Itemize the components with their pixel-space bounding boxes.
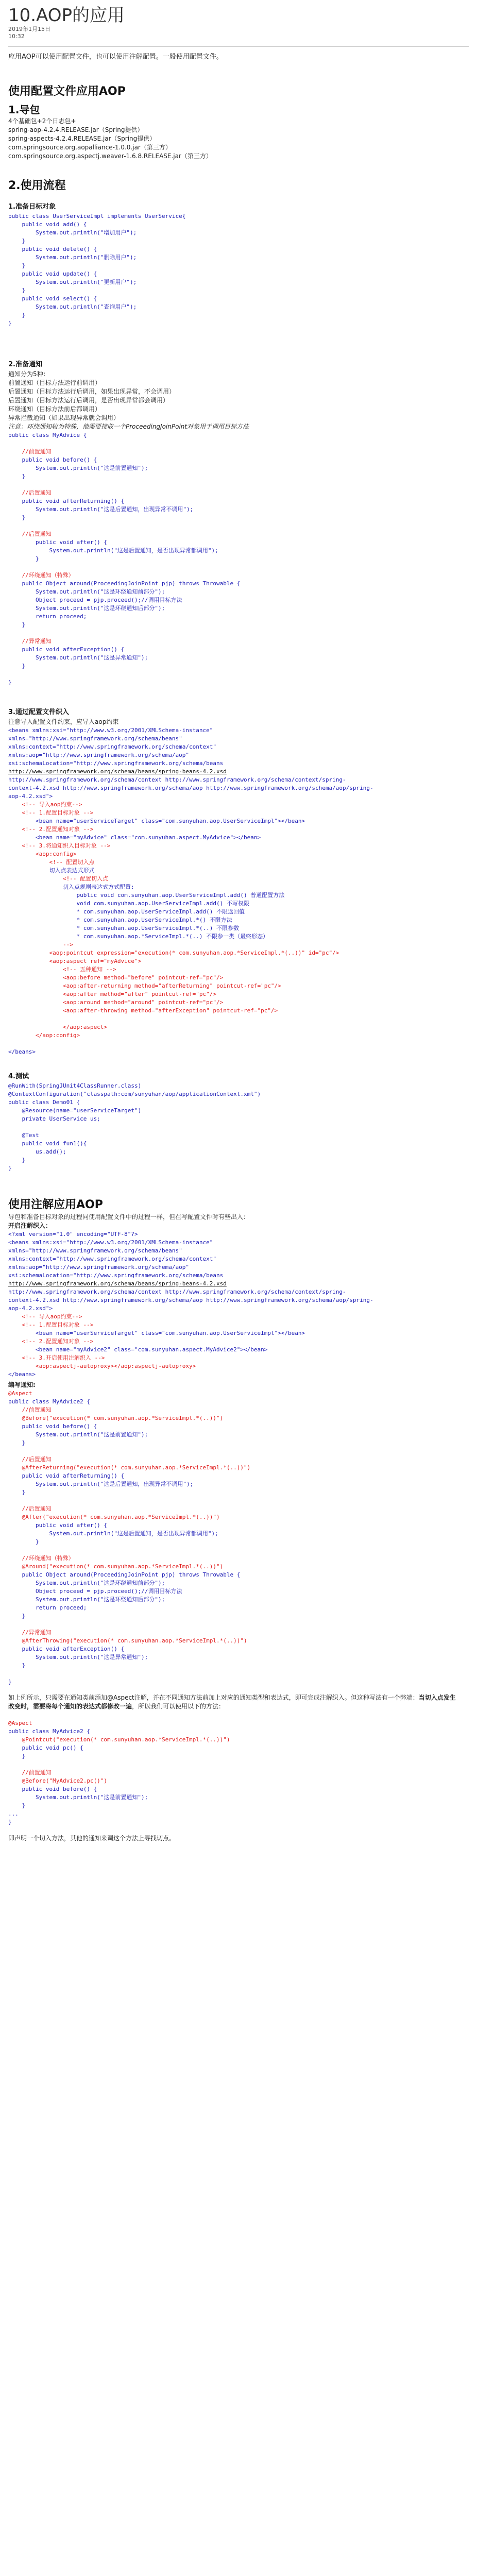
code-line: //环绕通知（特殊） [8, 572, 74, 579]
code-line [8, 1447, 469, 1455]
code-line: xsi:schemaLocation="http://www.springframework.org/schema/beans [8, 1272, 224, 1279]
code-line: @RunWith(SpringJUnit4ClassRunner.class) [8, 1082, 142, 1089]
code-line: System.out.println("这是环绕通知前部分"); [8, 1580, 165, 1586]
code-line: @AfterReturning("execution(* com.sunyuhan.aop.*ServiceImpl.*(..))") [8, 1464, 251, 1471]
advice-note: 注意：环绕通知较为特殊，他需要接收一个ProceedingJoinPoint对象用于调用目标方法 [8, 423, 249, 430]
code-line: } [8, 1662, 26, 1669]
code-line: <aop:after-returning method="afterReturning" pointcut-ref="pc"/> [8, 982, 281, 989]
code-line: //后置通知 [8, 489, 52, 496]
advice-line: 异常拦截通知（如果出现异常就会调用） [8, 414, 120, 421]
code-line: xsi:schemaLocation="http://www.springframework.org/schema/beans [8, 760, 224, 767]
code-line: @Pointcut("execution(* com.sunyuhan.aop.*ServiceImpl.*(..))") [8, 1736, 230, 1743]
code-line: return proceed; [8, 1604, 87, 1611]
code-line: </beans> [8, 1371, 36, 1378]
title-divider [8, 46, 469, 47]
code-line: } [8, 1753, 26, 1759]
code-line: //后置通知 [8, 1505, 52, 1512]
code-line: System.out.println("这是环绕通知前部分"); [8, 588, 165, 595]
code-line: <!-- 2.配置通知对象 --> [8, 826, 94, 833]
code-line: public Object around(ProceedingJoinPoint pjp) throws Throwable { [8, 1571, 241, 1578]
code-line: @After("execution(* com.sunyuhan.aop.*ServiceImpl.*(..))") [8, 1514, 220, 1520]
code-line: } [8, 1679, 12, 1685]
code-line: } [8, 621, 26, 628]
code-line: <aop:after-throwing method="afterException" pointcut-ref="pc"/> [8, 1007, 278, 1014]
code-line [8, 522, 469, 530]
code-line: System.out.println("更新用户"); [8, 279, 137, 285]
code-line: } [8, 514, 26, 521]
code-line: System.out.println("查询用户"); [8, 303, 137, 310]
annotation-note-part: 如上例所示，只需要在通知类前添加@Aspect注解，并在不同通知方法前加上对应的通知类型和表达式，即可完成注解织入。但这种写法有一个弊端： [8, 1694, 419, 1701]
code-block-pointcut [8, 1719, 469, 1826]
code-line: * com.sunyuhan.aop.UserServiceImpl.*(..) 不限参数 [8, 925, 239, 931]
advice-line: 通知分为5种： [8, 370, 49, 378]
code-line: <!-- 2.配置通知对象 --> [8, 1338, 94, 1345]
code-line: public void com.sunyuhan.aop.UserServiceImpl.add() 普通配置方法 [8, 892, 285, 899]
code-line: public void before() { [8, 1423, 97, 1430]
section-heading-flow: 2.使用流程 [8, 179, 66, 192]
code-line: </aop:config> [8, 1032, 80, 1039]
code-line: public void after() { [8, 539, 108, 546]
code-line: System.out.println("这是环绕通知后部分"); [8, 1596, 165, 1603]
code-line: http://www.springframework.org/schema/context http://www.springframework.org/schema/context/spring- [8, 776, 346, 783]
code-line: public void pc() { [8, 1744, 83, 1751]
code-line: } [8, 1439, 26, 1446]
code-line: return proceed; [8, 613, 87, 620]
code-line: public class MyAdvice { [8, 432, 87, 438]
code-line: public void afterException() { [8, 1646, 125, 1652]
code-line [8, 1546, 469, 1554]
code-line [8, 1620, 469, 1629]
code-line: xmlns:aop="http://www.springframework.org/schema/aop" [8, 752, 189, 758]
code-line: * com.sunyuhan.aop.UserServiceImpl.add() 不限返回值 [8, 908, 245, 915]
annotation-note-part: ，所以我们可以使用以下的方法： [132, 1703, 225, 1710]
code-line: } [8, 312, 26, 318]
code-line: public void afterReturning() { [8, 498, 125, 504]
code-line: //后置通知 [8, 1456, 52, 1463]
code-line: http://www.springframework.org/schema/beans/spring-beans-4.2.xsd [8, 768, 227, 775]
jar-line: spring-aop-4.2.4.RELEASE.jar（Spring提供） [8, 126, 144, 133]
step-heading-import: 1.导包 [8, 104, 40, 116]
code-line: <aop:config> [8, 851, 77, 857]
code-line: public class UserServiceImpl implements UserService{ [8, 213, 186, 219]
code-line: } [8, 320, 12, 327]
code-line: } [8, 287, 26, 294]
advice-line: 环绕通知（目标方法前后都调用） [8, 405, 101, 413]
code-line: @Aspect [8, 1390, 32, 1397]
code-block-xml [8, 726, 469, 1056]
code-line [8, 1040, 469, 1048]
code-line: } [8, 473, 26, 480]
code-line: </aop:aspect> [8, 1024, 108, 1030]
intro-paragraph: 应用AOP可以使用配置文件，也可以使用注解配置。一般使用配置文件。 [8, 53, 223, 61]
advice-line: 前置通知（目标方法运行前调用） [8, 379, 101, 386]
code-line: * com.sunyuhan.aop.*ServiceImpl.*(..) 不限参一类（最终形态） [8, 933, 269, 940]
code-line: public class MyAdvice2 { [8, 1398, 90, 1405]
code-line: System.out.println("这是前置通知"); [8, 1794, 148, 1801]
code-line: http://www.springframework.org/schema/beans/spring-beans-4.2.xsd [8, 1280, 227, 1287]
code-line [8, 1123, 469, 1131]
advice-line: 后置通知（目标方法运行后调用，是否出现异常都会调用） [8, 397, 169, 404]
advice-types [8, 370, 469, 431]
code-line: } [8, 1819, 12, 1825]
code-line: @Resource(name="userServiceTarget") [8, 1107, 142, 1114]
code-block-advice [8, 431, 469, 687]
step-heading-target: 1.准备目标对象 [8, 203, 56, 211]
code-line: //异常通知 [8, 1629, 52, 1636]
code-line: private UserService us; [8, 1115, 100, 1122]
code-line: void com.sunyuhan.aop.UserServiceImpl.add() 不写权限 [8, 900, 249, 907]
step-heading-weave: 3.通过配置文件织入 [8, 708, 69, 716]
code-line: <bean name="myAdvice2" class="com.sunyuhan.aspect.MyAdvice2"></bean> [8, 1346, 268, 1353]
code-line: System.out.println("这是后置通知，出现异常不调用"); [8, 506, 194, 513]
code-line: //异常通知 [8, 638, 52, 645]
code-line [8, 629, 469, 637]
code-line: <bean name="myAdvice" class="com.sunyuhan.aspect.MyAdvice"></bean> [8, 834, 261, 841]
code-line: public void after() { [8, 1522, 108, 1529]
code-line: <bean name="userServiceTarget" class="com.sunyuhan.aop.UserServiceImpl"></bean> [8, 818, 305, 824]
jar-line: com.springsource.org.aspectj.weaver-1.6.8.RELEASE.jar（第三方） [8, 152, 212, 160]
annotation-sub-write: 编写通知: [8, 1381, 36, 1388]
code-line: //前置通知 [8, 1406, 52, 1413]
code-line: System.out.println("这是后置通知，是否出现异常都调用"); [8, 547, 218, 554]
code-line: //后置通知 [8, 531, 52, 537]
code-line [8, 1497, 469, 1505]
step-heading-advice: 2.准备通知 [8, 361, 42, 368]
code-line: System.out.println("这是后置通知，是否出现异常都调用"); [8, 1530, 218, 1537]
code-line: <!-- 3.将通知织入目标对象 --> [8, 842, 111, 849]
code-line: --> [8, 941, 73, 948]
code-line: @Aspect [8, 1720, 32, 1726]
annotation-sub-enable: 开启注解织入： [8, 1222, 52, 1229]
code-line: <?xml version="1.0" encoding="UTF-8"?> [8, 1231, 138, 1238]
code-line: </beans> [8, 1048, 36, 1055]
code-line: } [8, 238, 26, 244]
code-line: context-4.2.xsd http://www.springframework.org/schema/aop http://www.springframework.org/schema/aop/spring- [8, 1297, 373, 1303]
code-line: //环绕通知（特殊） [8, 1555, 74, 1562]
code-line: 切入点表达式形式 [8, 867, 95, 874]
code-line: <aop:aspect ref="myAdvice"> [8, 958, 142, 964]
code-line: context-4.2.xsd http://www.springframework.org/schema/aop http://www.springframework.org/schema/aop/spring- [8, 785, 373, 791]
code-line [8, 1670, 469, 1678]
code-block-target [8, 212, 469, 328]
code-line: System.out.println("增加用户"); [8, 229, 137, 236]
code-line: public void add() { [8, 221, 87, 228]
code-line: Object proceed = pjp.proceed();//调用目标方法 [8, 597, 182, 603]
code-line: xmlns:aop="http://www.springframework.org/schema/aop" [8, 1264, 189, 1270]
code-line: System.out.println("这是后置通知，出现异常不调用"); [8, 1481, 194, 1487]
code-line: <aop:before method="before" pointcut-ref="pc"/> [8, 974, 224, 981]
code-line: @Around("execution(* com.sunyuhan.aop.*ServiceImpl.*(..))") [8, 1563, 224, 1570]
code-line: xmlns="http://www.springframework.org/schema/beans" [8, 1247, 182, 1254]
code-line: } [8, 1165, 12, 1172]
code-line: } [8, 262, 26, 269]
jar-line: com.springsource.org.aopalliance-1.0.0.jar（第三方） [8, 144, 172, 151]
code-line: public void before() { [8, 1786, 97, 1792]
step-heading-test: 4.测试 [8, 1073, 29, 1080]
code-line: System.out.println("这是异常通知"); [8, 1654, 148, 1660]
code-line [8, 439, 469, 448]
code-line: <aop:aspectj-autoproxy></aop:aspectj-autoproxy> [8, 1363, 196, 1369]
section-heading-config: 使用配置文件应用AOP [8, 85, 126, 98]
code-line: xmlns:context="http://www.springframework.org/schema/context" [8, 743, 216, 750]
closing-paragraph: 即声明一个切入方法，其他的通知来调这个方法上寻找切点。 [8, 1835, 176, 1842]
code-line: xmlns="http://www.springframework.org/schema/beans" [8, 735, 182, 742]
code-line: public void delete() { [8, 246, 97, 252]
code-line: //前置通知 [8, 448, 52, 455]
code-line [8, 563, 469, 571]
code-line: public void fun1(){ [8, 1140, 87, 1147]
code-line: http://www.springframework.org/schema/context http://www.springframework.org/schema/context/spring- [8, 1289, 346, 1295]
code-line: <aop:around method="around" pointcut-ref="pc"/> [8, 999, 224, 1006]
code-line: public class MyAdvice2 { [8, 1728, 90, 1735]
code-line: System.out.println("这是环绕通知后部分"); [8, 605, 165, 612]
code-line: System.out.println("这是前置通知"); [8, 465, 148, 471]
code-line: <!-- 导入aop约束--> [8, 801, 82, 808]
code-line [8, 1760, 469, 1769]
annotation-note-emphasis: 当切入点发生改变时，需要将每个通知的表达式都修改一遍 [8, 1694, 456, 1710]
weave-note: 注意导入配置文件约束，应导入aop约束 [8, 718, 119, 725]
code-line: } [8, 555, 39, 562]
section-heading-annotation: 使用注解应用AOP [8, 1198, 103, 1211]
annotation-intro: 导包和准备目标对象的过程同使用配置文件中的过程一样，但在写配置文件时有些出入： [8, 1213, 250, 1221]
code-line: System.out.println("这是前置通知"); [8, 1431, 148, 1438]
code-line: @ContextConfiguration("classpath:com/sunyuhan/aop/applicationContext.xml") [8, 1091, 261, 1097]
code-line: us.add(); [8, 1148, 66, 1155]
code-line: @Before("MyAdvice2.pc()") [8, 1777, 108, 1784]
code-line: <!-- 3.开启使用注解织入 --> [8, 1354, 105, 1361]
code-line: * com.sunyuhan.aop.UserServiceImpl.*() 不限方法 [8, 917, 232, 923]
code-line: public void afterReturning() { [8, 1472, 125, 1479]
code-block-test [8, 1082, 469, 1173]
code-line: } [8, 1802, 26, 1809]
code-line: xmlns:context="http://www.springframework.org/schema/context" [8, 1256, 216, 1262]
code-line: } [8, 1613, 26, 1619]
code-line [8, 1015, 469, 1023]
code-line [8, 670, 469, 679]
code-line: @Test [8, 1132, 39, 1139]
advice-line: 后置通知（目标方法运行后调用，如果出现异常，不会调用） [8, 388, 176, 395]
code-line: public void afterException() { [8, 646, 125, 653]
code-line: <!-- 1.配置目标对象 --> [8, 1321, 94, 1328]
code-line: } [8, 1538, 39, 1545]
code-line: aop-4.2.xsd"> [8, 1305, 53, 1312]
code-line: public void update() { [8, 270, 97, 277]
created-time: 10:32 [8, 33, 25, 40]
jar-line: spring-aspects-4.2.4.RELEASE.jar（Spring提供） [8, 135, 156, 142]
code-line: @Before("execution(* com.sunyuhan.aop.*ServiceImpl.*(..))") [8, 1415, 224, 1421]
code-line: <!-- 1.配置目标对象 --> [8, 809, 94, 816]
code-line: 切入点规则表达式方式配置: [8, 884, 134, 890]
code-line: <!-- 导入aop约束--> [8, 1313, 82, 1320]
code-line: System.out.println("删除用户"); [8, 254, 137, 261]
code-line: public void select() { [8, 295, 97, 302]
code-line [8, 481, 469, 489]
code-line: <bean name="userServiceTarget" class="com.sunyuhan.aop.UserServiceImpl"></bean> [8, 1330, 305, 1336]
code-line: } [8, 1489, 26, 1496]
code-line: <!-- 配置切入点 [8, 859, 95, 866]
page-title: 10.AOP的应用 [8, 5, 125, 26]
code-line: } [8, 679, 12, 686]
code-line: <aop:after method="after" pointcut-ref="pc"/> [8, 991, 216, 997]
code-line: <!-- 五种通知 --> [8, 966, 116, 973]
code-line: @AfterThrowing("execution(* com.sunyuhan.aop.*ServiceImpl.*(..))") [8, 1637, 247, 1644]
code-line: aop-4.2.xsd"> [8, 793, 53, 800]
created-date: 2019年1月15日 [8, 26, 50, 32]
code-line: } [8, 663, 26, 669]
code-line: public void before() { [8, 456, 97, 463]
code-block-annotation-advice [8, 1389, 469, 1686]
code-line: //前置通知 [8, 1769, 52, 1776]
code-line: public class Demo01 { [8, 1099, 80, 1106]
annotation-note [8, 1693, 462, 1711]
code-line: <beans xmlns:xsi="http://www.w3.org/2001/XMLSchema-instance" [8, 727, 213, 734]
jar-line: 4个基础包+2个日志包+ [8, 117, 76, 125]
code-line: <aop:pointcut expression="execution(* com.sunyuhan.aop.*ServiceImpl.*(..))" id="pc"/> [8, 950, 339, 956]
code-line: <beans xmlns:xsi="http://www.w3.org/2001/XMLSchema-instance" [8, 1239, 213, 1246]
code-line: ... [8, 1810, 19, 1817]
code-line: } [8, 1157, 26, 1163]
code-block-annotation-xml [8, 1230, 469, 1379]
jar-list [8, 117, 469, 161]
code-line: <!-- 配置切入点 [8, 875, 109, 882]
code-line: System.out.println("这是异常通知"); [8, 654, 148, 661]
code-line: Object proceed = pjp.proceed();//调用目标方法 [8, 1588, 182, 1595]
code-line: public Object around(ProceedingJoinPoint pjp) throws Throwable { [8, 580, 241, 587]
